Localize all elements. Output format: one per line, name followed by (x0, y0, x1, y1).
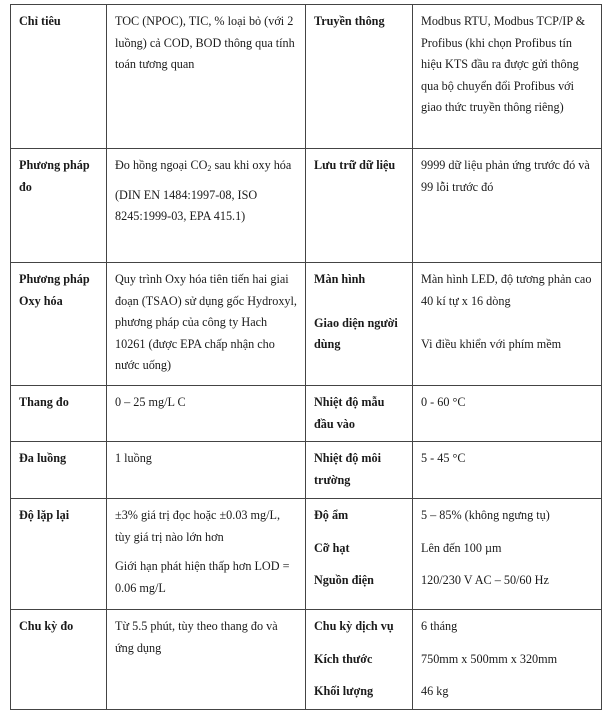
value-cell (107, 5, 306, 149)
label-cell (11, 263, 107, 386)
value-subscript: 2 (207, 164, 212, 173)
row-label: Nhiệt độ môi trường (314, 451, 382, 487)
row-value: 46 kg (421, 684, 449, 698)
table-row (11, 386, 602, 442)
value-cell (107, 610, 306, 710)
row-label: Truyền thông (314, 14, 385, 28)
row-value: Modbus RTU, Modbus TCP/IP & Profibus (khi chọn Profibus tín hiệu KTS đầu ra được gửi thông qua bộ chuyển đổi Profibus với giao thức truyền thông riêng) (421, 14, 586, 114)
value-cell (107, 149, 306, 263)
table-row (11, 263, 602, 386)
table-row (11, 5, 602, 149)
row-value: 120/230 V AC – 50/60 Hz (421, 573, 549, 587)
value-cell (107, 386, 306, 442)
row-label: Phương pháp đo (19, 158, 90, 194)
value-cell (413, 263, 602, 386)
label-cell (11, 386, 107, 442)
row-value: Màn hình LED, độ tương phản cao 40 kí tự x 16 dòng (421, 272, 592, 308)
table-row (11, 610, 602, 710)
label-cell (11, 149, 107, 263)
table-row (11, 442, 602, 499)
row-value: 5 – 85% (không ngưng tụ) (421, 508, 550, 522)
value-cell (107, 499, 306, 610)
row-label: Đa luồng (19, 451, 67, 465)
row-label: Kích thước (314, 651, 373, 666)
label-cell (11, 499, 107, 610)
label-cell (306, 149, 413, 263)
label-cell (11, 5, 107, 149)
label-cell (306, 263, 413, 386)
row-label: Chu kỳ đo (19, 619, 74, 633)
row-label: Phương pháp Oxy hóa (19, 272, 90, 308)
value-cell (413, 149, 602, 263)
label-cell (306, 386, 413, 442)
row-label: Chu kỳ dịch vụ (314, 619, 394, 633)
row-value: 9999 dữ liệu phản ứng trước đó và 99 lỗi trước đó (421, 158, 590, 194)
row-value: Lên đến 100 µm (421, 540, 502, 555)
spec-table (10, 4, 602, 710)
label-cell (11, 442, 107, 499)
row-value: 0 – 25 mg/L C (115, 395, 186, 409)
value-cell (107, 263, 306, 386)
row-label: Thang đo (19, 395, 69, 409)
value-cell (413, 499, 602, 610)
value-text: sau khi oxy hóa (211, 158, 292, 172)
label-cell (306, 499, 413, 610)
value-cell (413, 5, 602, 149)
table-row (11, 499, 602, 610)
row-value: ±3% giá trị đọc hoặc ±0.03 mg/L, tùy giá trị nào lớn hơn (115, 508, 281, 544)
row-label: Nhiệt độ mẫu đầu vào (314, 395, 385, 431)
row-label: Độ lặp lại (19, 508, 70, 522)
row-label: Chỉ tiêu (19, 14, 61, 28)
row-label: Cỡ hạt (314, 540, 350, 555)
value-cell (413, 610, 602, 710)
row-label: Nguồn điện (314, 573, 374, 587)
label-cell (11, 610, 107, 710)
value-cell (413, 386, 602, 442)
row-label: Màn hình (314, 272, 366, 286)
row-label: Lưu trữ dữ liệu (314, 158, 396, 172)
row-value: Quy trình Oxy hóa tiên tiến hai giai đoạn (TSAO) sử dụng gốc Hydroxyl, phương pháp của công ty Hach 10261 (được EPA chấp nhận cho nước uống) (115, 272, 297, 372)
row-value-lod: Giới hạn phát hiện thấp hơn LOD = 0.06 mg/L (115, 559, 290, 595)
row-value-standards: (DIN EN 1484:1997-08, ISO 8245:1999-03, EPA 415.1) (115, 187, 258, 223)
table-row (11, 149, 602, 263)
row-value: 6 tháng (421, 619, 458, 633)
row-value: TOC (NPOC), TIC, % loại bỏ (với 2 luồng) cả COD, BOD thông qua tính toán tương quan (115, 14, 295, 71)
label-cell (306, 442, 413, 499)
row-value: 750mm x 500mm x 320mm (421, 651, 558, 666)
label-cell (306, 610, 413, 710)
row-label: Khối lượng (314, 684, 374, 698)
row-value: 1 luồng (115, 451, 152, 465)
value-cell (413, 442, 602, 499)
row-value: Vi điều khiển với phím mềm (421, 337, 562, 351)
row-value: 0 - 60 °C (421, 395, 466, 409)
row-value: 5 - 45 °C (421, 451, 466, 465)
label-cell (306, 5, 413, 149)
row-value (115, 155, 297, 177)
row-label: Độ ẩm (314, 508, 349, 522)
value-text: Đo hồng ngoại CO (115, 158, 208, 172)
row-value: Từ 5.5 phút, tùy theo thang đo và ứng dụng (115, 619, 278, 655)
value-cell (107, 442, 306, 499)
row-label: Giao diện người dùng (314, 315, 398, 351)
